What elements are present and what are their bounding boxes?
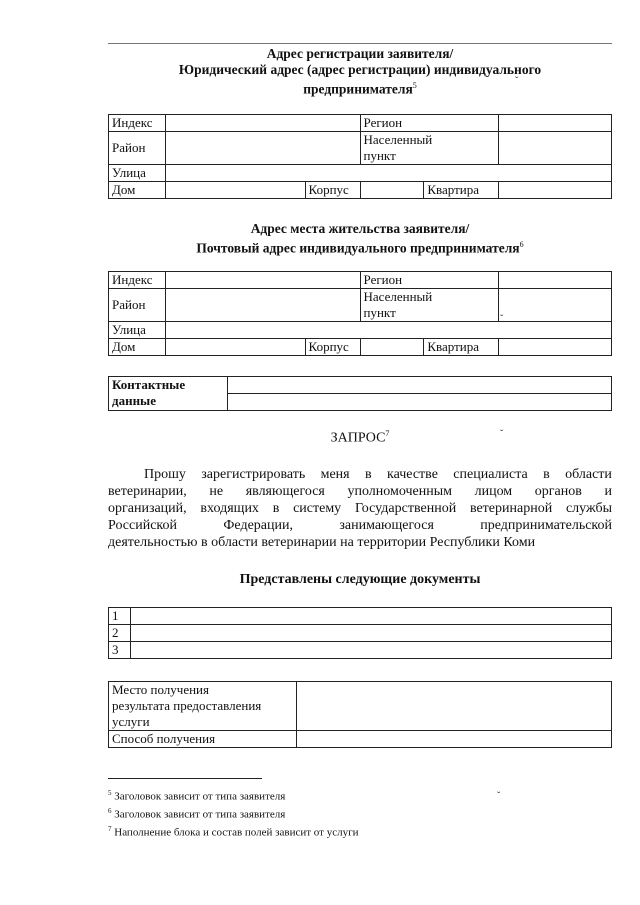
- request-heading-text: ЗАПРОС: [330, 430, 386, 446]
- scan-mark: ˇ: [497, 791, 501, 802]
- word: области: [565, 467, 612, 482]
- documents-heading: Представлены следующие документы: [239, 572, 481, 587]
- word: специалиста: [453, 467, 528, 482]
- house-label: Дом: [109, 182, 166, 199]
- word: Российской: [108, 518, 177, 533]
- word: входящих: [200, 501, 259, 516]
- index-label: Индекс: [109, 272, 166, 289]
- footnote-text: Заголовок зависит от типа заявителя: [114, 808, 286, 821]
- word: лицом: [474, 484, 513, 499]
- result-place-line2: результата предоставления: [112, 698, 262, 713]
- district-field[interactable]: [165, 132, 360, 165]
- house-label: Дом: [109, 339, 166, 356]
- paragraph-line: [108, 517, 612, 534]
- contact-field-2[interactable]: [228, 394, 612, 411]
- word: Государственной: [354, 501, 457, 516]
- section1-title-line3: предпринимателя: [303, 81, 413, 97]
- contact-table: [108, 376, 612, 411]
- locality-label-line1: Населенный: [363, 132, 433, 147]
- section2-footnote-ref: 6: [519, 240, 524, 249]
- request-footnote-ref: 7: [385, 429, 390, 438]
- result-place-line3: услуги: [112, 714, 150, 729]
- locality-field[interactable]: [499, 132, 612, 165]
- street-field[interactable]: [165, 165, 611, 182]
- word: уполномоченным: [347, 484, 452, 499]
- paragraph-line: [108, 466, 612, 483]
- street-label: Улица: [109, 165, 166, 182]
- word: качестве: [387, 467, 438, 482]
- apartment-label: Квартира: [424, 339, 499, 356]
- locality-label-line2: пункт: [363, 148, 396, 163]
- section1-title-line3-wrap: [100, 78, 620, 98]
- word: в: [365, 467, 372, 482]
- result-place-field[interactable]: [297, 682, 612, 731]
- locality-label: [360, 289, 499, 322]
- word: и: [604, 484, 612, 499]
- street-label: Улица: [109, 322, 166, 339]
- contact-label-line1: Контактные: [112, 377, 186, 392]
- footnotes: [108, 786, 358, 840]
- section2-title-line1: Адрес места жительства заявителя/: [250, 221, 470, 236]
- section2-title-line2-wrap: [100, 237, 620, 257]
- footnote-text: Наполнение блока и состав полей зависит от услуги: [114, 826, 359, 839]
- footnote-number: 6: [108, 807, 112, 816]
- word: занимающегося: [339, 518, 434, 533]
- contact-field-1[interactable]: [228, 377, 612, 394]
- apartment-field[interactable]: [499, 339, 612, 356]
- result-method-field[interactable]: [297, 731, 612, 748]
- word: организаций,: [108, 501, 187, 516]
- paragraph-line: [108, 483, 612, 500]
- apartment-field[interactable]: [499, 182, 612, 199]
- district-label: Район: [109, 289, 166, 322]
- section2-title-line2: Почтовый адрес индивидуального предпринимателя: [196, 240, 520, 256]
- footnote-number: 7: [108, 825, 112, 834]
- registration-address-table: [108, 114, 612, 199]
- word: Федерации,: [223, 518, 293, 533]
- footnote-number: 5: [108, 789, 112, 797]
- footnote-7: [108, 822, 358, 840]
- index-field[interactable]: [165, 272, 360, 289]
- building-label: Корпус: [305, 182, 360, 199]
- document-field[interactable]: [131, 642, 612, 659]
- locality-label-line2: пункт: [363, 305, 396, 320]
- word: не: [209, 484, 224, 499]
- paragraph-line: [108, 500, 612, 517]
- district-field[interactable]: [165, 289, 360, 322]
- section1-title: [100, 46, 620, 98]
- section1-title-line2: Юридический адрес (адрес регистрации) индивидуального: [178, 62, 542, 77]
- document-field[interactable]: [131, 608, 612, 625]
- street-field[interactable]: [165, 322, 611, 339]
- locality-label-line1: Населенный: [363, 289, 433, 304]
- result-place-label: [109, 682, 297, 731]
- document-row-number: 2: [109, 625, 131, 642]
- contact-label-line2: данные: [112, 393, 156, 408]
- word: ветеринарии,: [108, 484, 187, 499]
- region-label: Регион: [360, 272, 499, 289]
- word: в: [543, 467, 550, 482]
- scan-mark: ˇ: [500, 314, 504, 325]
- footnote-divider: [108, 778, 262, 779]
- scan-mark: ˇ: [500, 429, 504, 440]
- word: службы: [565, 501, 612, 516]
- footnote-5: [108, 786, 358, 804]
- region-field[interactable]: [499, 115, 612, 132]
- scan-mark: ˇ: [515, 76, 519, 87]
- locality-label: [360, 132, 499, 165]
- document-row-number: 3: [109, 642, 131, 659]
- line-text: деятельностью в области ветеринарии на территории Республики Коми: [108, 535, 536, 550]
- footnote-6: [108, 804, 358, 822]
- apartment-label: Квартира: [424, 182, 499, 199]
- documents-table: [108, 607, 612, 659]
- building-field[interactable]: [360, 339, 424, 356]
- top-divider: [108, 43, 612, 44]
- region-field[interactable]: [499, 272, 612, 289]
- house-field[interactable]: [165, 339, 305, 356]
- building-label: Корпус: [305, 339, 360, 356]
- result-table: [108, 681, 612, 748]
- word: в: [272, 501, 280, 516]
- section1-footnote-ref: 5: [412, 81, 417, 90]
- word: ветеринарной: [469, 501, 553, 516]
- word: Прошу: [144, 467, 186, 482]
- building-field[interactable]: [360, 182, 424, 199]
- word: систему: [293, 501, 342, 516]
- word: зарегистрировать: [201, 467, 306, 482]
- index-field[interactable]: [165, 115, 360, 132]
- district-label: Район: [109, 132, 166, 165]
- document-row-number: 1: [109, 608, 131, 625]
- locality-field[interactable]: [499, 289, 612, 322]
- request-paragraph: [108, 466, 612, 551]
- request-heading: [108, 429, 612, 447]
- word: являющегося: [245, 484, 325, 499]
- word: предпринимательской: [480, 518, 612, 533]
- region-label: Регион: [360, 115, 499, 132]
- result-place-line1: Место получения: [112, 682, 209, 697]
- postal-address-table: [108, 271, 612, 356]
- section2-title: [100, 221, 620, 257]
- word: меня: [320, 467, 350, 482]
- document-field[interactable]: [131, 625, 612, 642]
- word: органов: [534, 484, 582, 499]
- house-field[interactable]: [165, 182, 305, 199]
- index-label: Индекс: [109, 115, 166, 132]
- section1-title-line1: Адрес регистрации заявителя/: [266, 46, 454, 61]
- footnote-text: Заголовок зависит от типа заявителя: [114, 790, 286, 803]
- paragraph-line: [108, 534, 612, 551]
- contact-label: [109, 377, 228, 411]
- result-method-label: Способ получения: [109, 731, 297, 748]
